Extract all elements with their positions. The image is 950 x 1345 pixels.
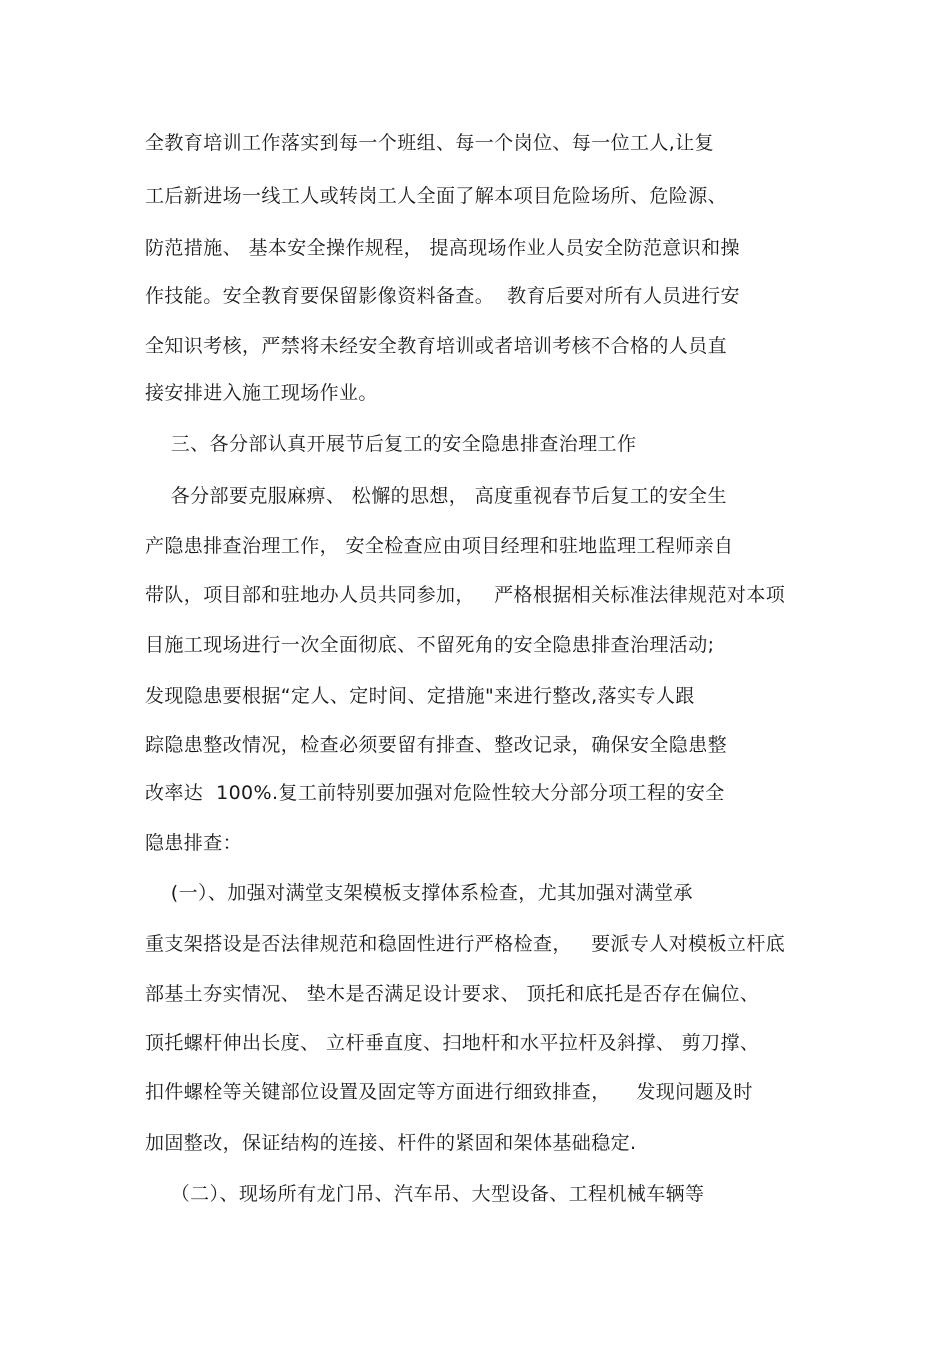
text-line: 部基土夯实情况、 垫木是否满足设计要求、 顶托和底托是否存在偏位、 — [145, 983, 760, 1005]
text-line: 加固整改，保证结构的连接、杆件的紧固和架体基础稳定. — [145, 1132, 637, 1154]
text-line: 顶托螺杆伸出长度、 立杆垂直度、扫地杆和水平拉杆及斜撑、 剪刀撑、 — [145, 1032, 760, 1054]
text-line: 扣件螺栓等关键部位设置及固定等方面进行细致排查， 发现问题及时 — [145, 1081, 753, 1103]
section-heading: 三、各分部认真开展节后复工的安全隐患排查治理工作 — [145, 433, 637, 455]
text-line: 目施工现场进行一次全面彻底、不留死角的安全隐患排查治理活动; — [145, 634, 715, 656]
text-line: 发现隐患要根据“定人、定时间、定措施"来进行整改,落实专人跟 — [145, 685, 695, 707]
text-line: 全教育培训工作落实到每一个班组、每一个岗位、每一位工人,让复 — [145, 132, 715, 154]
text-line: 作技能。安全教育要保留影像资料备查。 教育后要对所有人员进行安 — [145, 285, 740, 307]
text-line: 改率达 100%.复工前特别要加强对危险性较大分部分项工程的安全 — [145, 782, 725, 804]
text-line: 隐患排查： — [145, 832, 243, 854]
text-line: 带队，项目部和驻地办人员共同参加， 严格根据相关标准法律规范对本项 — [145, 584, 786, 606]
text-line: 接安排进入施工现场作业。 — [145, 382, 378, 404]
text-line: 防范措施、 基本安全操作规程， 提高现场作业人员安全防范意识和操 — [145, 237, 740, 259]
text-line: 全知识考核，严禁将未经安全教育培训或者培训考核不合格的人员直 — [145, 335, 728, 357]
subsection-heading: (一）、加强对满堂支架模板支撑体系检查，尤其加强对满堂承 — [145, 882, 693, 904]
text-line: 工后新进场一线工人或转岗工人全面了解本项目危险场所、危险源、 — [145, 185, 728, 207]
text-line: 重支架搭设是否法律规范和稳固性进行严格检查， 要派专人对模板立杆底 — [145, 933, 786, 955]
text-line: 踪隐患整改情况，检查必须要留有排查、整改记录，确保安全隐患整 — [145, 734, 728, 756]
text-line: 产隐患排查治理工作， 安全检查应由项目经理和驻地监理工程师亲自 — [145, 535, 734, 557]
text-line: 各分部要克服麻痹、 松懈的思想， 高度重视春节后复工的安全生 — [145, 485, 727, 507]
subsection-heading: （二）、现场所有龙门吊、汽车吊、大型设备、工程机械车辆等 — [145, 1183, 705, 1205]
